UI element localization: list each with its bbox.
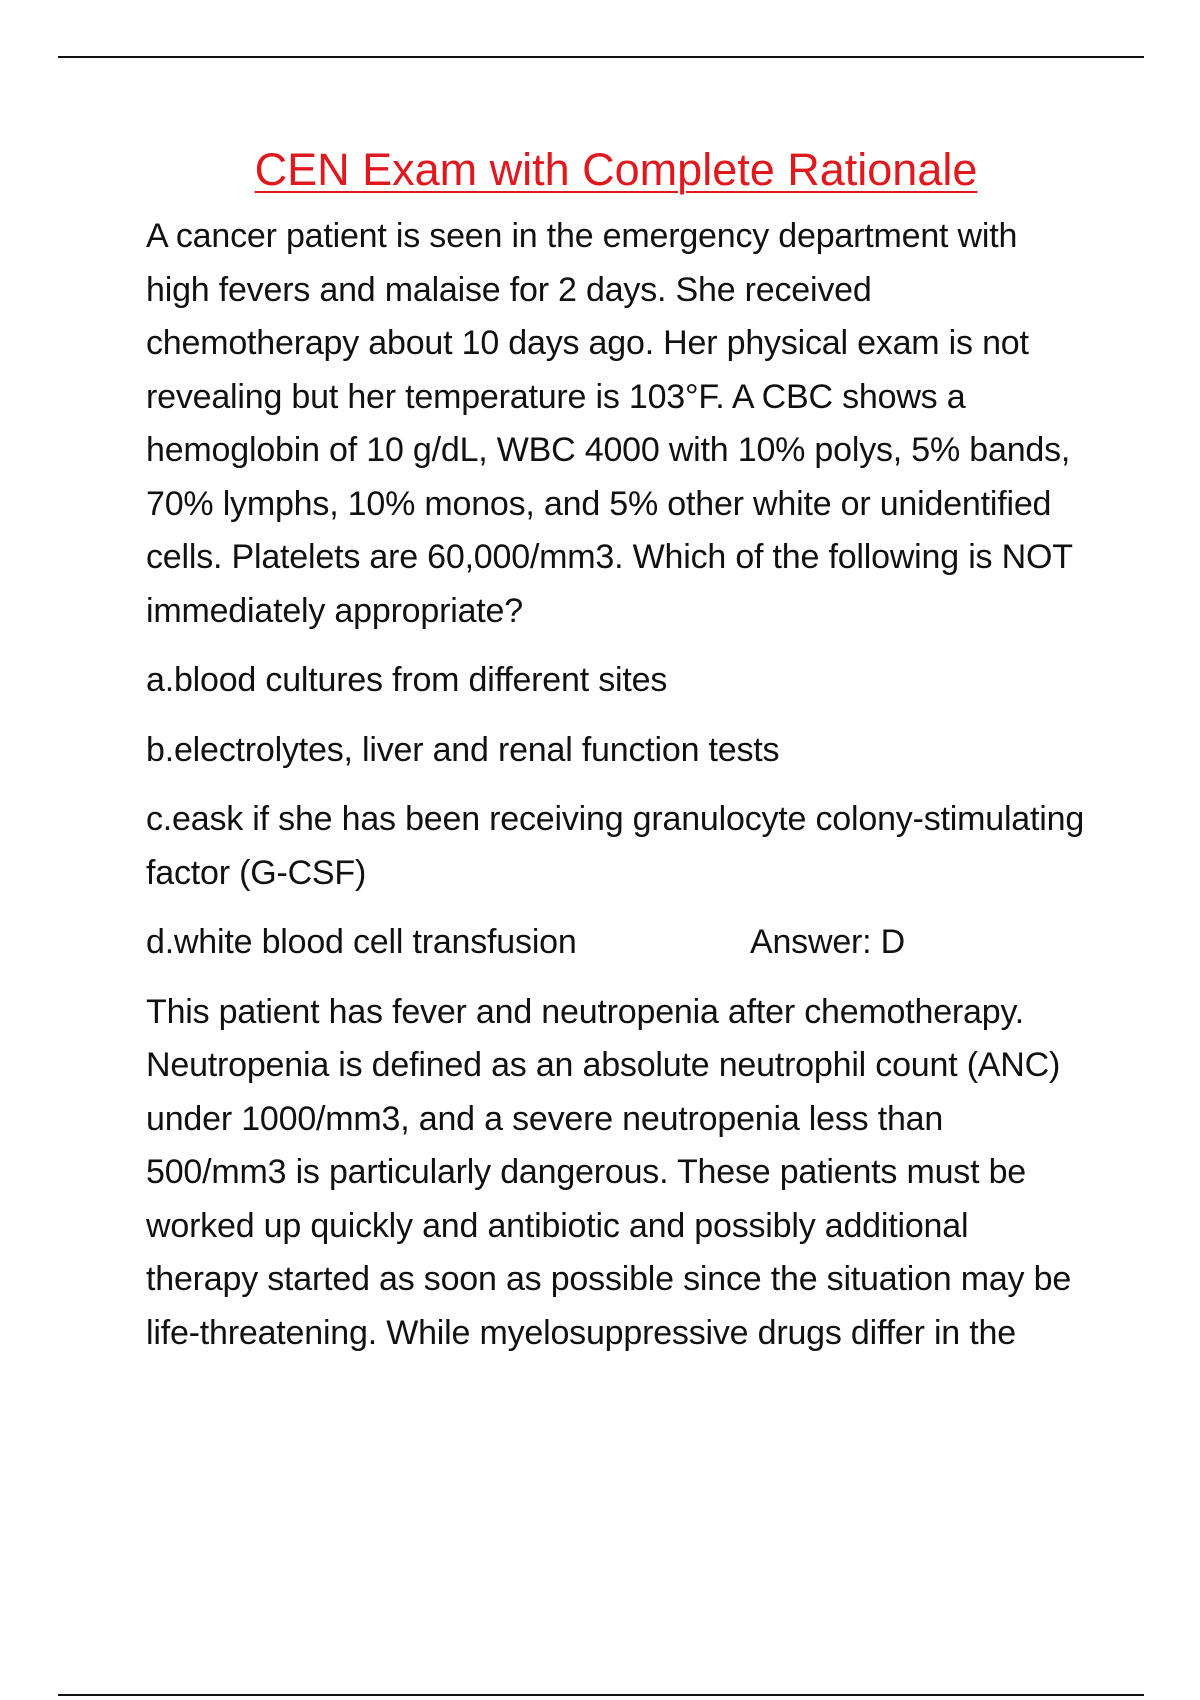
option-a: a.blood cultures from different sites xyxy=(146,661,668,699)
option-d-row xyxy=(146,916,1086,970)
answer-text: Answer: D xyxy=(750,923,906,961)
option-c: c.eask if she has been receiving granulocyte colony-stimulating factor (G-CSF) xyxy=(146,800,1085,892)
option-b: b.electrolytes, liver and renal function tests xyxy=(146,730,780,769)
option-d: d.white blood cell transfusion xyxy=(146,923,577,961)
rationale-text: This patient has fever and neutropenia after chemotherapy. Neutropenia is defined as an absolute neutrophil count (ANC) under 1000/mm3, and a severe neutropenia less than 500/mm3 is particularly dangerous. These patients must be worked up quickly and antibiotic and possibly additional therapy started as soon as possible since the situation may be life-threatening. While myelosuppressive drugs differ in the xyxy=(146,992,1072,1352)
document-title: CEN Exam with Complete Rationale xyxy=(254,144,978,195)
top-rule xyxy=(58,56,1144,58)
document-page xyxy=(146,140,1086,1360)
bottom-rule xyxy=(58,1694,1144,1696)
question-text: A cancer patient is seen in the emergency department with high fevers and malaise for 2 days. She received chemotherapy about 10 days ago. Her physical exam is not revealing but her temperature is 103°F. A CBC shows a hemoglobin of 10 g/dL, WBC 4000 with 10% polys, 5% bands, 70% lymphs, 10% monos, and 5% other white or unidentified cells. Platelets are 60,000/mm3. Which of the following is NOT immediately appropriate? xyxy=(146,217,1073,630)
